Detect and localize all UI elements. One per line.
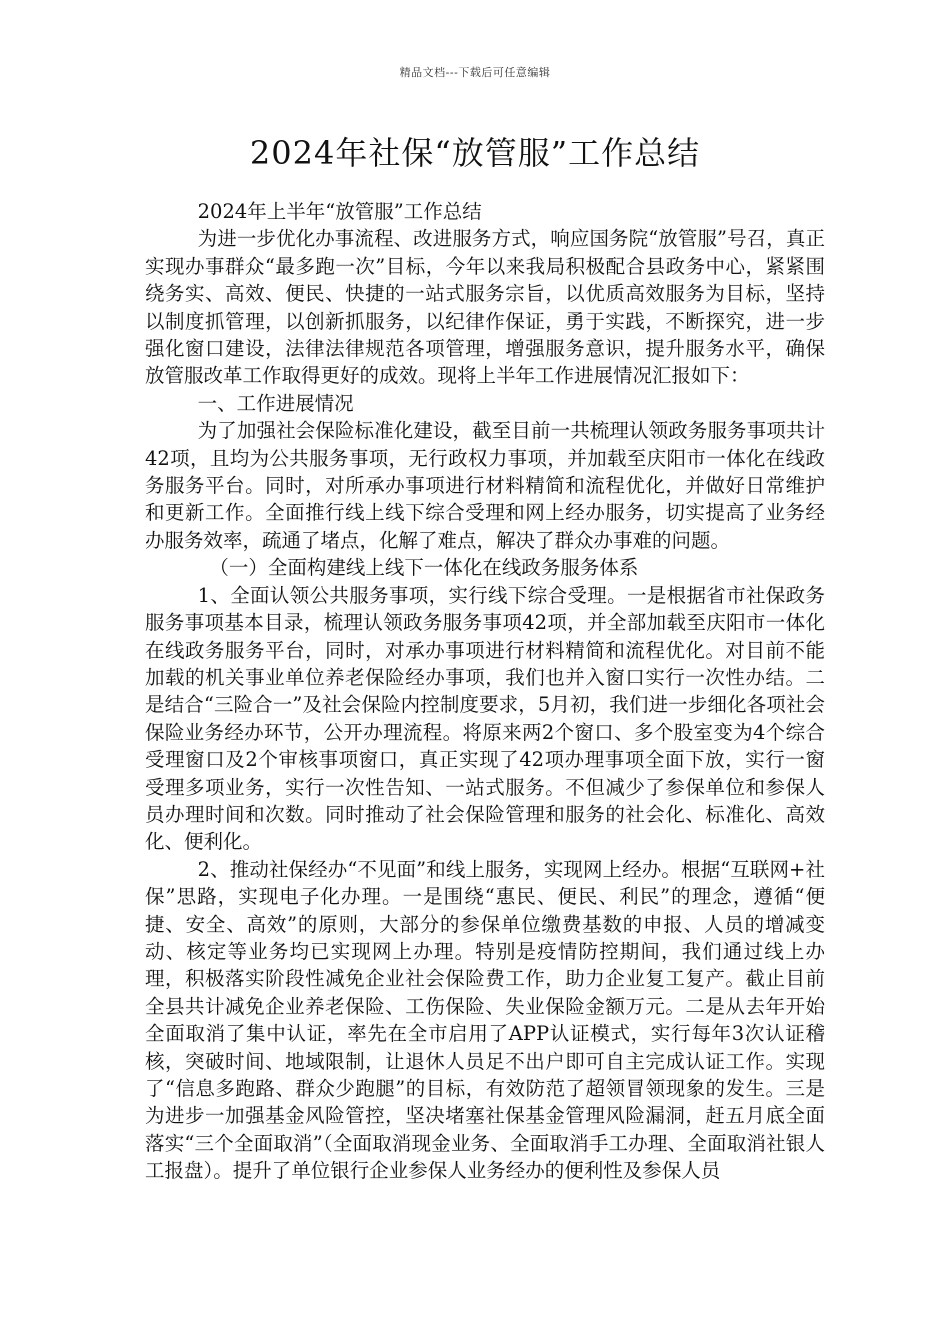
document-subtitle: 2024年上半年“放管服”工作总结 [197,200,482,223]
subsection-heading-online-offline: （一）全面构建线上线下一体化在线政务服务体系 [209,556,639,580]
section-heading-progress: 一、工作进展情况 [197,391,354,415]
document-body [145,198,825,1185]
item-paragraph-2: 2、推动社保经办“不见面”和线上服务，实现网上经办。根据“互联网+社保”思路，实现电子化办理。一是围绕“惠民、便民、利民”的理念，遵循“便捷、安全、高效”的原则，大部分的参保单位缴费基数的申报、人员的增减变动、核定等业务均已实现网上办理。特别是疫情防控期间，我们通过线上办理，积极落实阶段性减免企业社会保险费工作，助力企业复工复产。截止目前全县共计减免企业养老保险、工伤保险、失业保险金额万元。二是从去年开始全面取消了集中认证，率先在全市启用了APP认证模式，实行每年3次认证稽核，突破时间、地域限制，让退休人员足不出户即可自主完成认证工作。实现了“信息多跑路、群众少跑腿”的目标，有效防范了超领冒领现象的发生。三是为进步一加强基金风险管控，坚决堵塞社保基金管理风险漏洞，赶五月底全面落实“三个全面取消”（全面取消现金业务、全面取消手工办理、全面取消社银人工报盘）。提升了单位银行企业参保人业务经办的便利性及参保人员 [145,857,825,1183]
header-note: 精品文档---下载后可任意编辑 [399,66,551,79]
section-paragraph-progress: 为了加强社会保险标准化建设，截至目前一共梳理认领政务服务事项共计42项，且均为公共服务事项，无行政权力事项，并加载至庆阳市一体化在线政务服务平台。同时，对所承办事项进行材料精简和流程优化，并做好日常维护和更新工作。全面推行线上线下综合受理和网上经办服务，切实提高了业务经办服务效率，疏通了堵点，化解了难点，解决了群众办事难的问题。 [145,419,825,552]
document-title: 2024年社保“放管服”工作总结 [249,134,701,172]
intro-paragraph: 为进一步优化办事流程、改进服务方式，响应国务院“放管服”号召，真正实现办事群众“最多跑一次”目标，今年以来我局积极配合县政务中心，紧紧围绕务实、高效、便民、快捷的一站式服务宗旨，以优质高效服务为目标，坚持以制度抓管理，以创新抓服务，以纪律作保证，勇于实践，不断探究，进一步强化窗口建设，法律法律规范各项管理，增强服务意识，提升服务水平，确保放管服改革工作取得更好的成效。现将上半年工作进展情况汇报如下： [145,227,825,388]
item-paragraph-1: 1、全面认领公共服务事项，实行线下综合受理。一是根据省市社保政务服务事项基本目录，梳理认领政务服务事项42项，并全部加载至庆阳市一体化在线政务服务平台，同时，对承办事项进行材料精简和流程优化。对目前不能加载的机关事业单位养老保险经办事项，我们也并入窗口实行一次性办结。二是结合“三险合一”及社会保险内控制度要求，5月初，我们进一步细化各项社会保险业务经办环节，公开办理流程。将原来两2个窗口、多个股室变为4个综合受理窗口及2个审核事项窗口，真正实现了42项办理事项全面下放，实行一窗受理多项业务，实行一次性告知、一站式服务。不但减少了参保单位和参保人员办理时间和次数。同时推动了社会保险管理和服务的社会化、标准化、高效化、便利化。 [145,583,825,854]
